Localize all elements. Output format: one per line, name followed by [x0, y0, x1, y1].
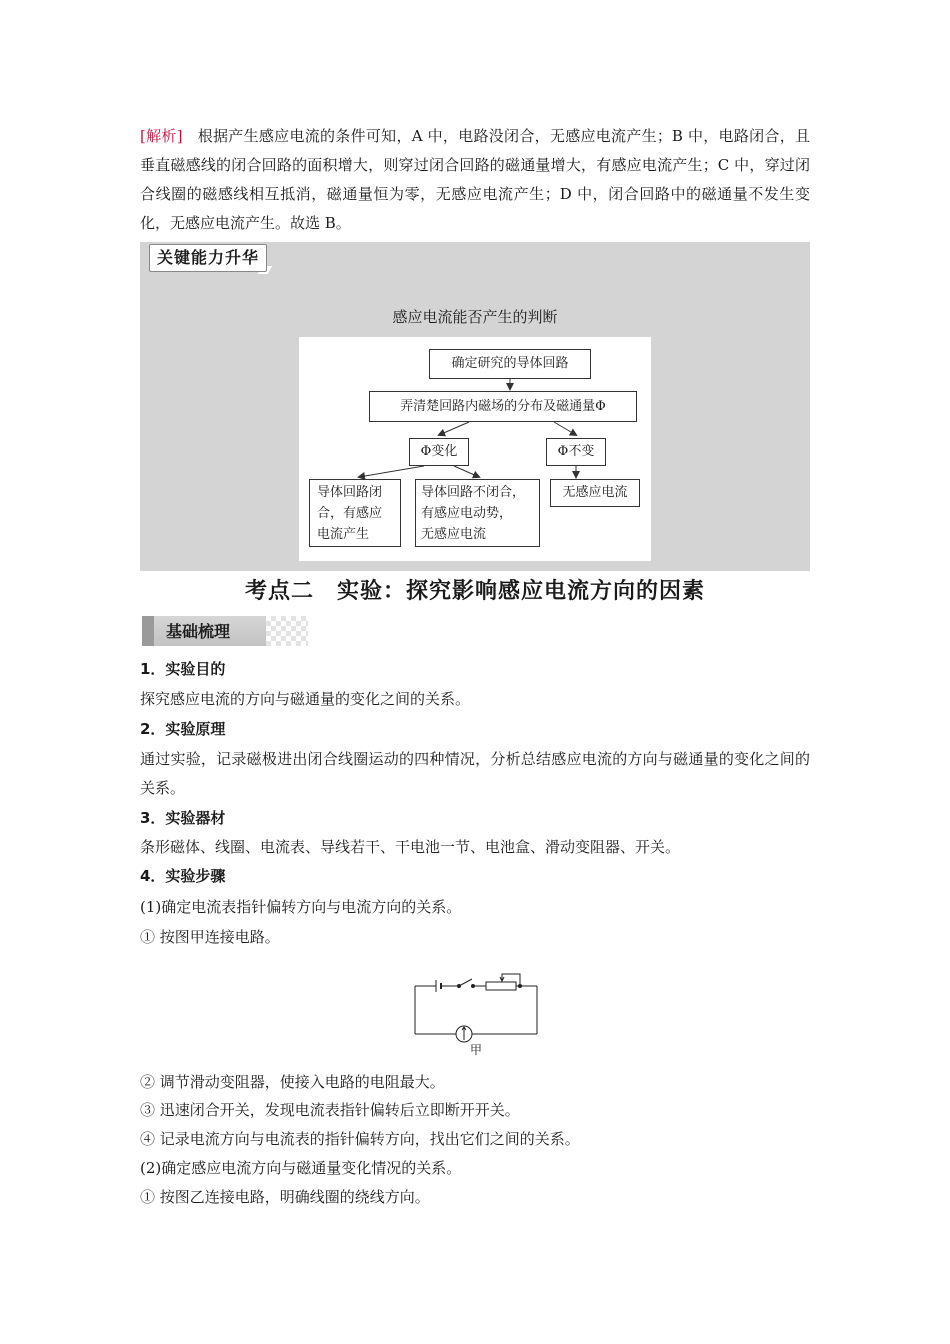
key-ability-badge: 关键能力升华	[149, 244, 267, 272]
flowchart	[299, 337, 651, 561]
arrow-3-5	[359, 466, 424, 477]
heading-steps: 4．实验步骤	[140, 867, 226, 885]
flow-node-no-current: 无感应电流	[550, 479, 640, 507]
heading-purpose: 1．实验目的	[140, 660, 226, 678]
flow-node-closed-line-2: 合，有感应	[317, 506, 383, 521]
analysis-text: 根据产生感应电流的条件可知，A 中，电路没闭合，无感应电流产生；B 中，电路闭合，且垂直磁感线的闭合回路的面积增大，则穿过闭合回路的磁通量增大，有感应电流产生；C 中，穿过闭合线圈的磁感线相互抵消，磁通量恒为零，无感应电流产生；D 中，闭合回路中的磁通量不发生变化，无感应电流产生。故选 B。	[140, 127, 810, 232]
section-title: 考点二 实验：探究影响感应电流方向的因素	[244, 579, 705, 604]
flow-node-closed-line-1: 导体回路闭	[317, 485, 383, 500]
flow-node-flux-changes: Φ变化	[409, 438, 469, 466]
flow-node-closed-line-3: 电流产生	[317, 527, 370, 542]
step-2: (2)确定感应电流方向与磁通量变化情况的关系。	[140, 1159, 462, 1177]
arrow-3-6	[454, 466, 479, 477]
analysis-paragraph	[140, 122, 810, 238]
flow-node-flux-unchanged: Φ不变	[546, 438, 606, 466]
basics-badge-bar	[142, 616, 154, 646]
step-1: (1)确定电流表指针偏转方向与电流方向的关系。	[140, 898, 462, 916]
analysis-tag: [解析]	[140, 127, 183, 145]
switch-blade	[459, 979, 472, 986]
basics-badge-label: 基础梳理	[166, 622, 231, 641]
flow-node-closed-circuit	[309, 479, 401, 547]
step-2a: ① 按图乙连接电路，明确线圈的绕线方向。	[140, 1188, 430, 1206]
text-purpose: 探究感应电流的方向与磁通量的变化之间的关系。	[140, 690, 471, 708]
flow-node-open-line-1: 导体回路不闭合，	[421, 485, 526, 500]
flow-node-determine-circuit: 确定研究的导体回路	[429, 349, 591, 379]
heading-principle: 2．实验原理	[140, 720, 226, 738]
step-1a: ① 按图甲连接电路。	[140, 928, 280, 946]
flow-node-open-line-3: 无感应电流	[421, 527, 487, 542]
heading-equipment: 3．实验器材	[140, 809, 226, 827]
text-equipment: 条形磁体、线圈、电流表、导线若干、干电池一节、电池盒、滑动变阻器、开关。	[140, 838, 681, 856]
figure-caption: 甲	[469, 1043, 482, 1057]
arrow-2-3	[439, 422, 469, 435]
basics-badge	[142, 616, 308, 646]
step-1b: ② 调节滑动变阻器，使接入电路的电阻最大。	[140, 1073, 445, 1091]
flowchart-title: 感应电流能否产生的判断	[392, 308, 558, 326]
arrow-2-4	[554, 422, 576, 435]
flow-node-magnetic-flux: 弄清楚回路内磁场的分布及磁通量Φ	[369, 391, 637, 422]
basics-badge-pattern	[266, 616, 308, 646]
rheostat-junction	[519, 985, 522, 988]
step-1d: ④ 记录电流方向与电流表的指针偏转方向，找出它们之间的关系。	[140, 1130, 580, 1148]
rheostat-slider-wire	[502, 974, 520, 986]
flow-node-open-circuit	[415, 479, 540, 547]
flow-node-open-line-2: 有感应电动势，	[421, 506, 513, 521]
text-principle: 通过实验，记录磁极进出闭合线圈运动的四种情况，分析总结感应电流的方向与磁通量的变化之间的关系。	[140, 750, 810, 797]
rheostat	[486, 982, 516, 990]
step-1c: ③ 迅速闭合开关，发现电流表指针偏转后立即断开开关。	[140, 1101, 520, 1119]
